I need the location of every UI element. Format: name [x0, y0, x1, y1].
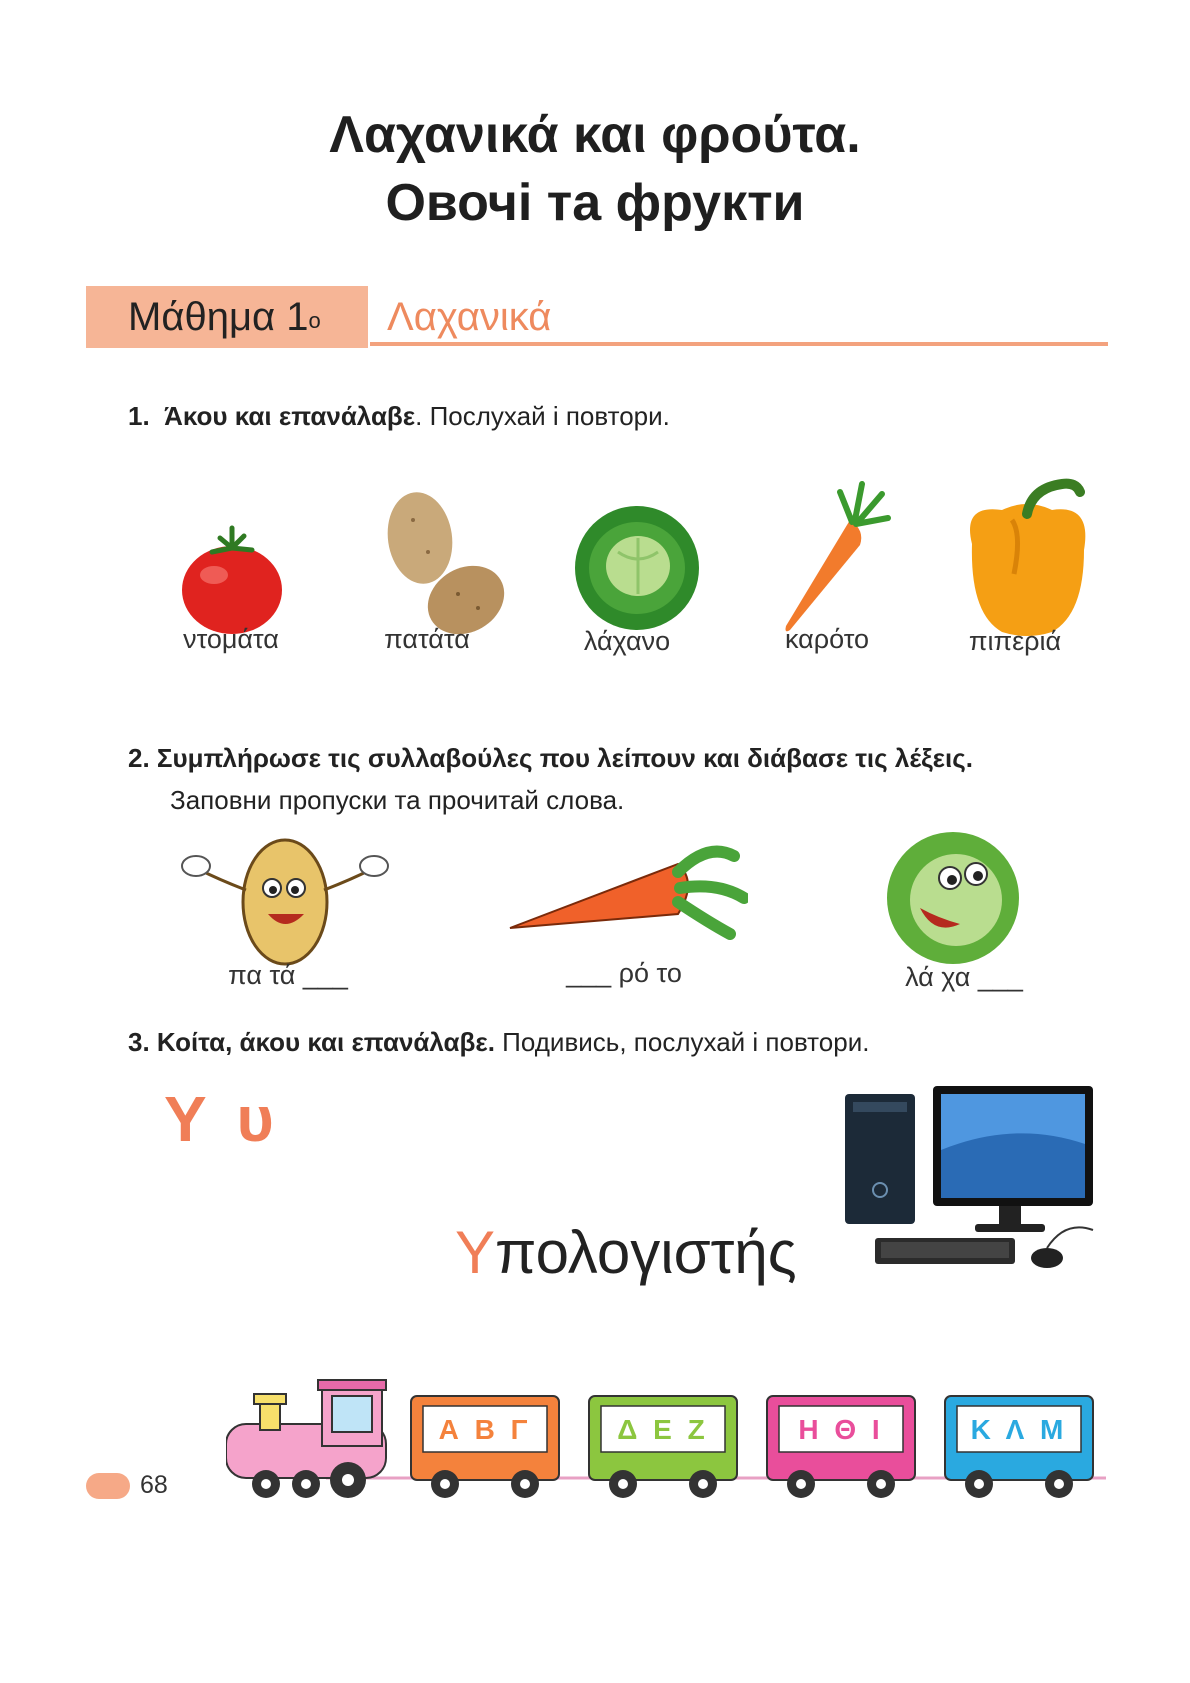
task-3-rest: Подивись, послухай і повтори.	[494, 1027, 870, 1057]
train-cars	[411, 1396, 1093, 1498]
train-car-label-2: Δ Ε Ζ	[617, 1414, 709, 1445]
page-number: 68	[140, 1471, 168, 1499]
fill-word-potato: πα τά ___	[228, 960, 348, 990]
task-2-bold: Συμπλήρωσε τις συλλαβούλες που λείπουν και διάβασε τις λέξεις.	[156, 743, 973, 773]
task-1	[128, 398, 670, 434]
task-3-bold: Κοίτα, άκου και επανάλαβε.	[156, 1027, 495, 1057]
letter-lower: υ	[236, 1083, 280, 1155]
page-number-pill	[86, 1473, 130, 1499]
veg-label-tomato: ντομάτα	[183, 624, 279, 654]
letter-upper: Υ	[164, 1083, 213, 1155]
train-locomotive	[226, 1380, 386, 1498]
task-2-translation: Заповни пропуски та прочитай слова.	[170, 785, 625, 815]
task-3-number: 3.	[128, 1027, 150, 1057]
veg-label-cabbage: λάχανο	[583, 626, 671, 656]
veg-label-potato: πατάτα	[384, 624, 470, 654]
train-car-3	[767, 1396, 915, 1498]
tomato-icon	[172, 520, 292, 640]
pepper-icon	[952, 474, 1102, 640]
veg-label-carrot: καρότο	[784, 624, 870, 654]
lesson-ordinal: ο	[308, 308, 321, 333]
train-car-label-1: Α Β Γ	[438, 1414, 532, 1445]
example-word-rest: πολογιστής	[495, 1219, 797, 1286]
potato-icon	[378, 490, 508, 640]
computer-icon	[835, 1080, 1105, 1290]
page-title-greek: Λαχανικά και φρούτα.	[329, 106, 861, 164]
alphabet-train	[226, 1376, 1116, 1506]
train-car-1	[411, 1396, 559, 1498]
train-car-2	[589, 1396, 737, 1498]
train-car-label-4: Κ Λ Μ	[970, 1414, 1068, 1445]
carrot-icon	[770, 470, 900, 640]
cabbage-icon	[572, 496, 702, 636]
letter-display	[164, 1082, 280, 1156]
task-1-number: 1.	[128, 401, 150, 431]
example-word	[455, 1218, 797, 1287]
lesson-label-text: Μάθημα 1	[128, 295, 309, 339]
lesson-underline	[370, 342, 1108, 346]
task-2-number: 2.	[128, 743, 150, 773]
page-title-ukrainian: Овочі та фрукти	[385, 174, 805, 232]
cartoon-carrot-icon	[508, 842, 748, 952]
veg-label-pepper: πιπεριά	[968, 626, 1062, 656]
train-car-label-3: Η Θ Ι	[798, 1414, 884, 1445]
example-word-first-letter: Υ	[455, 1219, 496, 1286]
train-car-4	[945, 1396, 1093, 1498]
lesson-label	[128, 289, 321, 345]
task-1-rest: . Послухай і повтори.	[415, 401, 670, 431]
fill-word-cabbage: λά χα ___	[905, 962, 1023, 992]
lesson-name: Λαχανικά	[387, 295, 552, 339]
task-2	[128, 740, 973, 776]
cartoon-cabbage-icon	[878, 828, 1028, 968]
fill-word-carrot: ___ ρό το	[566, 958, 682, 988]
cartoon-potato-icon	[180, 830, 390, 970]
task-3	[128, 1024, 869, 1060]
task-1-bold: Άκου και επανάλαβε	[164, 401, 416, 431]
